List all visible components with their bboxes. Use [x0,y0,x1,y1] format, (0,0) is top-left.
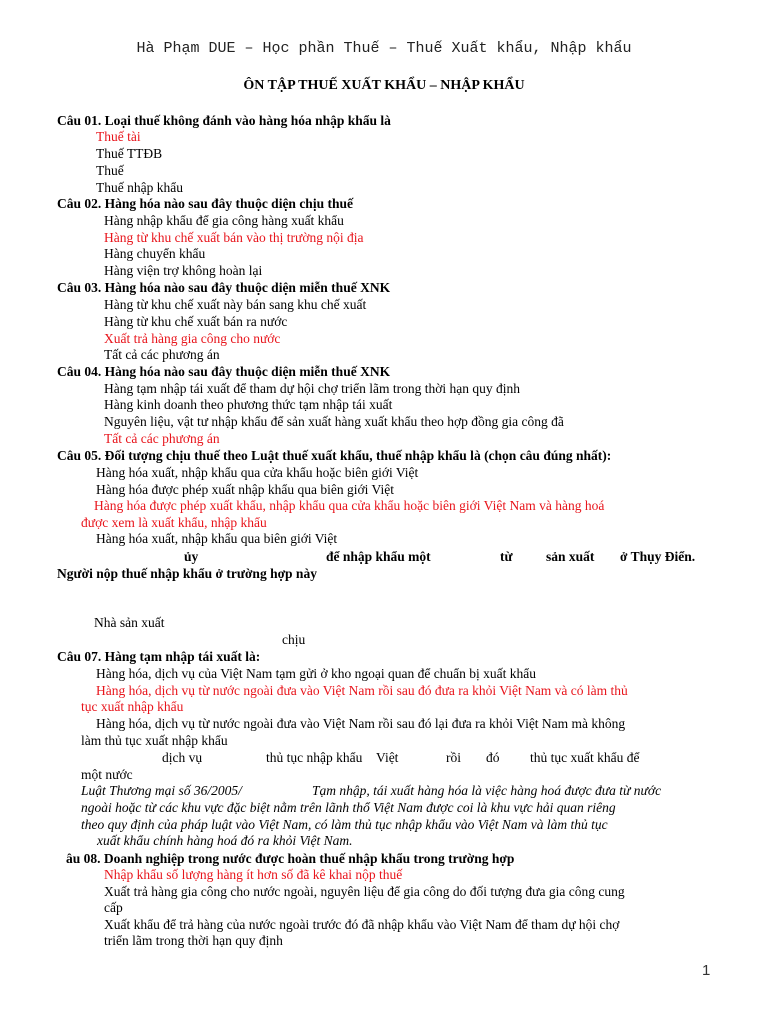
answer-option-continued: tục xuất nhập khẩu [81,699,184,714]
law-text: xuất khẩu chính hàng hoá đó ra khỏi Việt Nam. [97,833,353,848]
answer-option: Tất cả các phương án [104,431,220,446]
option: Hàng nhập khẩu để gia công hàng xuất khẩu [104,213,344,228]
option: Hàng từ khu chế xuất bán ra nước [104,314,288,329]
text-fragment: thủ tục xuất khẩu để [530,750,640,765]
option: Nguyên liệu, vật tư nhập khẩu để sản xuất hàng xuất khẩu theo hợp đồng gia công đã [104,414,564,429]
question-2: Câu 02. Hàng hóa nào sau đây thuộc diện chịu thuế [57,196,353,211]
question-3: Câu 03. Hàng hóa nào sau đây thuộc diện miễn thuế XNK [57,280,391,295]
text-fragment: từ [500,549,513,564]
option: Hàng hóa xuất, nhập khẩu qua biên giới Việt [96,531,338,546]
answer-option: Nhập khẩu số lượng hàng ít hơn số đã kê khai nộp thuế [104,867,403,882]
answer-option-continued: được xem là xuất khẩu, nhập khẩu [81,515,267,530]
answer-option: Xuất trả hàng gia công cho nước [104,331,281,346]
option: Thuế [96,163,124,178]
text-fragment: ở Thụy Điển. [620,549,696,564]
text-fragment: đó [486,750,500,765]
answer-option: Hàng hóa, dịch vụ từ nước ngoài đưa vào Việt Nam rồi sau đó đưa ra khỏi Việt Nam và có làm thủ [96,683,628,698]
law-text: ngoài hoặc từ các khu vực đặc biệt nằm trên lãnh thổ Việt Nam được coi là khu vực hải quan riêng [81,800,616,815]
option: Nhà sản xuất [94,615,165,630]
question-1: Câu 01. Loại thuế không đánh vào hàng hóa nhập khẩu là [57,113,391,128]
option: Thuế nhập khẩu [96,180,183,195]
option: Thuế TTĐB [96,146,163,161]
question-6-line: Người nộp thuế nhập khẩu ở trường hợp này [57,566,317,581]
page-header: Hà Phạm DUE – Học phần Thuế – Thuế Xuất khẩu, Nhập khẩu [136,40,632,57]
question-5: Câu 05. Đối tượng chịu thuế theo Luật thuế xuất khẩu, thuế nhập khẩu là (chọn câu đúng nhất): [57,448,612,463]
option-continued: cấp [104,900,123,915]
text-fragment: sản xuất [546,549,595,564]
text-fragment: thủ tục nhập khẩu [266,750,363,765]
option-continued: triển lãm trong thời hạn quy định [104,933,283,948]
option: Xuất trả hàng gia công cho nước ngoài, nguyên liệu để gia công do đối tượng đưa gia công cung [104,884,625,899]
option: Hàng từ khu chế xuất này bán sang khu chế xuất [104,297,367,312]
answer-option: Hàng từ khu chế xuất bán vào thị trường nội địa [104,230,364,245]
law-text: Tạm nhập, tái xuất hàng hóa là việc hàng hoá được đưa từ nước [312,783,662,798]
text-fragment: để nhập khẩu một [326,549,431,564]
option: Hàng tạm nhập tái xuất để tham dự hội chợ triển lãm trong thời hạn quy định [104,381,521,396]
answer-option: Thuế tài [96,129,141,144]
option: Hàng hóa được phép xuất nhập khẩu qua biên giới Việt [96,482,394,497]
page-number: 1 [702,962,711,979]
option: Hàng hóa xuất, nhập khẩu qua cửa khẩu hoặc biên giới Việt [96,465,419,480]
question-4: Câu 04. Hàng hóa nào sau đây thuộc diện miễn thuế XNK [57,364,391,379]
document-title: ÔN TẬP THUẾ XUẤT KHẨU – NHẬP KHẨU [243,78,525,93]
question-8: âu 08. Doanh nghiệp trong nước được hoàn thuế nhập khẩu trong trường hợp [66,851,515,866]
question-7: Câu 07. Hàng tạm nhập tái xuất là: [57,649,261,664]
option: Hàng viện trợ không hoàn lại [104,263,263,278]
text-fragment: Việt [376,750,399,765]
law-text: theo quy định của pháp luật vào Việt Nam, có làm thủ tục nhập khẩu vào Việt Nam và làm thủ tục [81,817,608,832]
option-continued: làm thủ tục xuất nhập khẩu [81,733,228,748]
option: Hàng kinh doanh theo phương thức tạm nhập tái xuất [104,397,393,412]
option: Tất cả các phương án [104,347,220,362]
law-reference: Luật Thương mại số 36/2005/ [81,783,242,798]
option: Hàng hóa, dịch vụ của Việt Nam tạm gửi ở kho ngoại quan để chuẩn bị xuất khẩu [96,666,537,681]
option: Hàng hóa, dịch vụ từ nước ngoài đưa vào Việt Nam rồi sau đó lại đưa ra khỏi Việt Nam mà không [96,716,626,731]
option: Hàng chuyển khẩu [104,246,206,261]
option: Xuất khẩu để trả hàng của nước ngoài trước đó đã nhập khẩu vào Việt Nam để tham dự hội chợ [104,917,620,932]
text-fragment: rồi [446,750,461,765]
answer-option: Hàng hóa được phép xuất khẩu, nhập khẩu qua cửa khẩu hoặc biên giới Việt Nam và hàng hoá [94,498,605,513]
text-fragment: dịch vụ [162,750,203,765]
text-fragment: một nước [81,767,133,782]
text-fragment: ủy [184,549,199,564]
text-fragment: chịu [282,632,306,647]
